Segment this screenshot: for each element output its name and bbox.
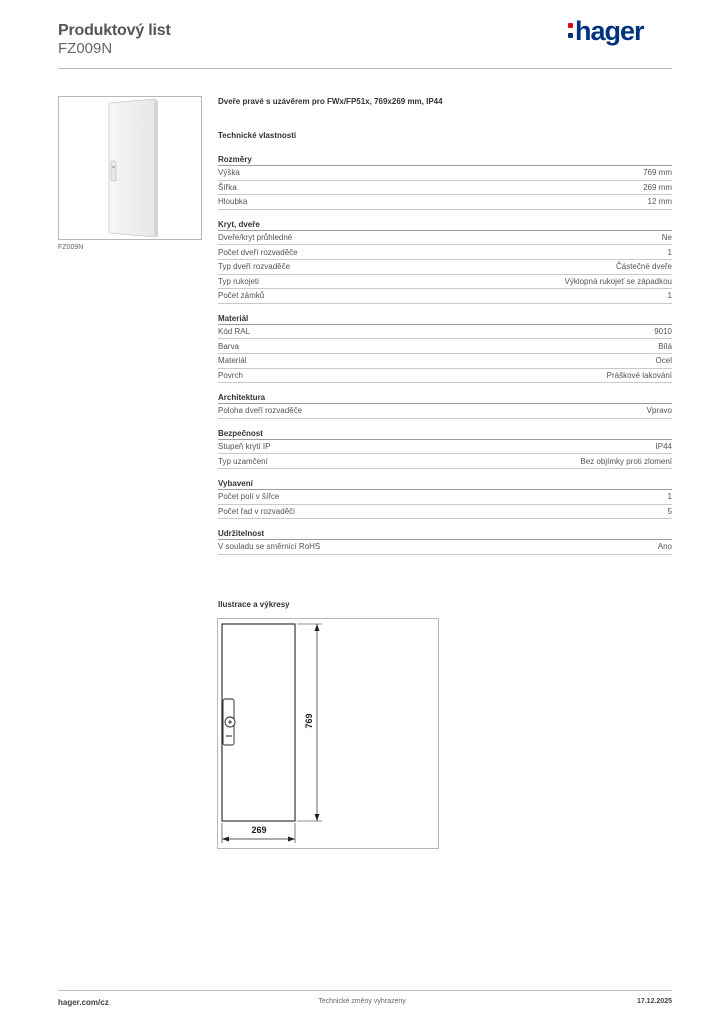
spec-label: Typ dveří rozvaděče [218, 262, 291, 272]
width-label: 269 [251, 825, 267, 835]
spec-label: Materiál [218, 356, 247, 366]
spec-row [218, 325, 672, 340]
spec-value: 12 mm [647, 197, 672, 207]
door-product-icon [59, 97, 201, 239]
spec-group-title: Bezpečnost [218, 429, 672, 440]
spec-label: Počet dveří rozvaděče [218, 247, 298, 257]
spec-group [218, 155, 672, 210]
spec-row [218, 181, 672, 196]
spec-row [218, 195, 672, 210]
spec-group [218, 393, 672, 419]
spec-label: Počet zámků [218, 291, 265, 301]
illustrations-title: Ilustrace a výkresy [218, 600, 290, 609]
spec-value: Částečné dveře [615, 262, 672, 272]
spec-row [218, 275, 672, 290]
spec-value: Ne [661, 233, 672, 243]
spec-groups [218, 155, 672, 555]
spec-group-title: Vybavení [218, 479, 672, 490]
spec-value: Ano [657, 542, 672, 552]
technical-drawing [217, 618, 439, 849]
spec-value: Bílá [658, 341, 672, 351]
spec-value: 269 mm [643, 182, 672, 192]
spec-group-title: Kryt, dveře [218, 220, 672, 231]
spec-label: Stupeň krytí IP [218, 442, 271, 452]
product-description: Dveře pravé s uzávěrem pro FWx/FP51x, 769x269 mm, IP44 [218, 97, 443, 106]
product-image [58, 96, 202, 240]
spec-label: Typ rukojeti [218, 276, 259, 286]
spec-row [218, 354, 672, 369]
spec-label: Barva [218, 341, 239, 351]
spec-value: Práškové lakování [606, 370, 672, 380]
spec-value: 9010 [654, 327, 672, 337]
spec-row [218, 454, 672, 469]
spec-value: 1 [667, 492, 672, 502]
spec-group-title: Udržitelnost [218, 529, 672, 540]
spec-label: Hloubka [218, 197, 248, 207]
spec-group [218, 479, 672, 519]
technical-specs [218, 131, 672, 565]
logo-dots-icon [568, 23, 573, 41]
spec-value: Výklopná rukojeť se západkou [564, 276, 672, 286]
spec-value: 5 [667, 506, 672, 516]
footer-website[interactable]: hager.com/cz [58, 998, 109, 1007]
door-drawing [218, 619, 438, 848]
spec-group-title: Rozměry [218, 155, 672, 166]
spec-row [218, 245, 672, 260]
footer-divider [58, 990, 672, 991]
spec-row [218, 440, 672, 455]
spec-label: Výška [218, 168, 240, 178]
spec-row [218, 339, 672, 354]
spec-label: Typ uzamčení [218, 456, 268, 466]
spec-value: Vpravo [646, 406, 672, 416]
spec-label: V souladu se směrnicí RoHS [218, 542, 321, 552]
spec-group-title: Architektura [218, 393, 672, 404]
image-caption: FZ009N [58, 244, 84, 251]
spec-group [218, 529, 672, 555]
spec-value: Bez objímky proti zlomení [580, 456, 672, 466]
spec-value: IP44 [655, 442, 672, 452]
spec-row [218, 289, 672, 304]
spec-label: Kód RAL [218, 327, 251, 337]
spec-label: Dveře/kryt průhledné [218, 233, 293, 243]
footer-notice: Technické změny vyhrazeny [318, 998, 406, 1005]
product-code: FZ009N [58, 40, 113, 57]
spec-value: 1 [667, 247, 672, 257]
spec-row [218, 260, 672, 275]
spec-row [218, 540, 672, 555]
spec-value: Ocel [655, 356, 672, 366]
spec-row [218, 404, 672, 419]
spec-group [218, 314, 672, 383]
spec-group [218, 429, 672, 469]
header-divider [58, 68, 672, 69]
spec-row [218, 369, 672, 384]
spec-value: 769 mm [643, 168, 672, 178]
footer-date: 17.12.2025 [636, 998, 672, 1005]
spec-row [218, 166, 672, 181]
spec-label: Povrch [218, 370, 243, 380]
spec-row [218, 490, 672, 505]
spec-value: 1 [667, 291, 672, 301]
spec-group-title: Materiál [218, 314, 672, 325]
hager-logo: hager [568, 16, 644, 47]
spec-label: Šířka [218, 182, 237, 192]
page-title: Produktový list [58, 22, 171, 39]
height-label: 769 [304, 713, 314, 729]
spec-label: Poloha dveří rozvaděče [218, 406, 303, 416]
spec-row [218, 505, 672, 520]
specs-title: Technické vlastnosti [218, 131, 297, 140]
spec-row [218, 231, 672, 246]
spec-label: Počet polí v šířce [218, 492, 280, 502]
spec-label: Počet řad v rozvaděči [218, 506, 295, 516]
spec-group [218, 220, 672, 304]
